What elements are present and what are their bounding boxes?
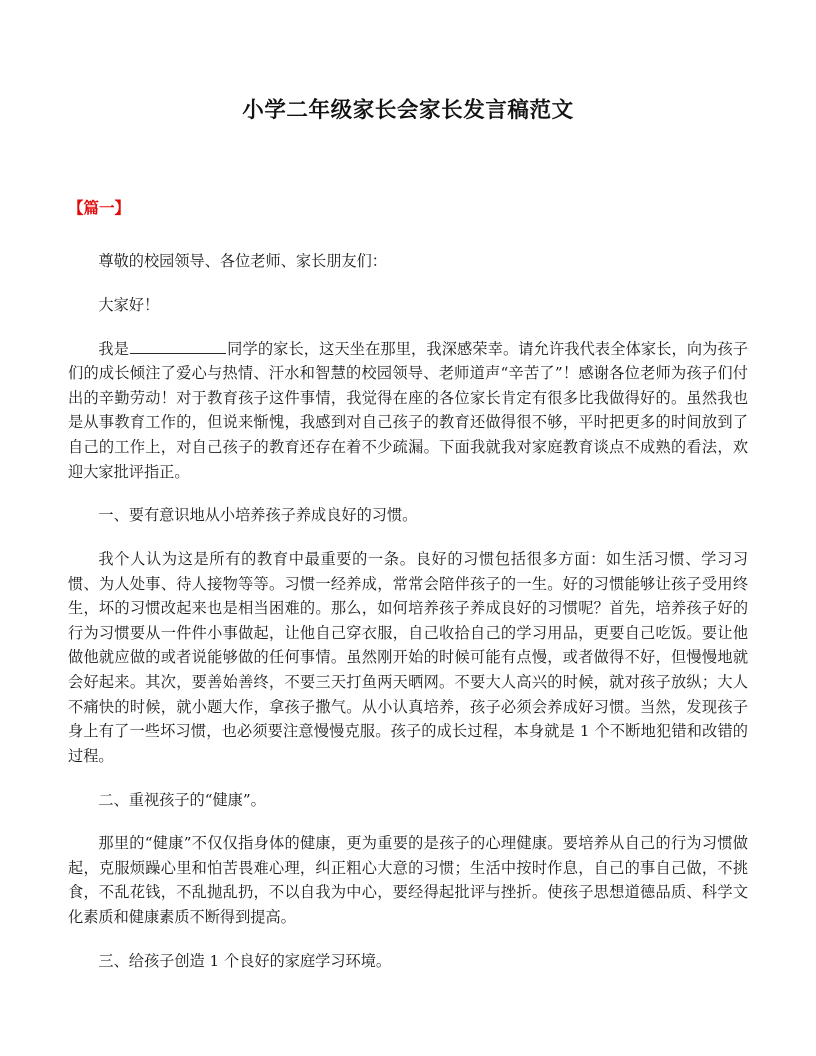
section-heading-one: 一、要有意识地从小培养孩子养成良好的习惯。 [98,506,418,525]
section-tag-heading: 【篇一】 [68,198,131,218]
section-body-two: 那里的“健康”不仅仅指身体的健康，更为重要的是孩子的心理健康。要培养从自己的行为习惯做起，克服烦躁心里和怕苦畏难心理，纠正粗心大意的习惯；生活中按时作息，自己的事自己做，不挑食，不乱花钱，不乱抛乱扔，不以自我为中心，要经得起批评与挫折。使孩子思想道德品质、科学文化素质和健康素质不断得到提高。 [68,834,748,927]
salutation-paragraph: 尊敬的校园领导、各位老师、家长朋友们： [98,252,387,271]
document-content [68,0,748,973]
intro-text-after-blank: 同学的家长，这天坐在那里，我深感荣幸。请允许我代表全体家长，向为孩子们的成长倾注了爱心与热情、汗水和智慧的校园领导、老师道声“辛苦了”！感谢各位老师为孩子们付出的辛勤劳动！对于教育孩子这件事情，我觉得在座的各位家长肯定有很多比我做得好的。虽然我也是从事教育工作的，但说来惭愧，我感到对自己孩子的教育还做得很不够，平时把更多的时间放到了自己的工作上，对自己孩子的教育还存在着不少疏漏。下面我就我对家庭教育谈点不成熟的看法，欢迎大家批评指正。 [68,339,749,481]
fill-in-blank-underline [130,338,226,353]
section-heading-three: 三、给孩子创造 1 个良好的家庭学习环境。 [98,951,392,970]
greeting-paragraph: 大家好！ [98,295,160,314]
section-heading-two: 二、重视孩子的“健康”。 [98,790,266,809]
intro-text-before-blank: 我是 [98,339,130,358]
intro-paragraph [68,318,748,485]
page-title: 小学二年级家长会家长发言稿范文 [242,98,574,123]
section-body-one: 我个人认为这是所有的教育中最重要的一条。良好的习惯包括很多方面：如生活习惯、学习习惯、为人处事、待人接物等等。习惯一经养成，常常会陪伴孩子的一生。好的习惯能够让孩子受用终生，坏的习惯改起来也是相当困难的。那么，如何培养孩子养成良好的习惯呢？首先，培养孩子好的行为习惯要从一件件小事做起，让他自己穿衣服，自己收拾自己的学习用品，更要自己吃饭。要让他做他就应做的或者说能够做的任何事情。虽然刚开始的时候可能有点慢，或者做得不好，但慢慢地就会好起来。其次，要善始善终，不要三天打鱼两天晒网。不要大人高兴的时候，就对孩子放纵；大人不痛快的时候，就小题大作，拿孩子撒气。从小认真培养，孩子必须会养成好习惯。当然，发现孩子身上有了一些坏习惯，也必须要注意慢慢克服。孩子的成长过程，本身就是 1 个不断地犯错和改错的过程。 [68,549,748,765]
